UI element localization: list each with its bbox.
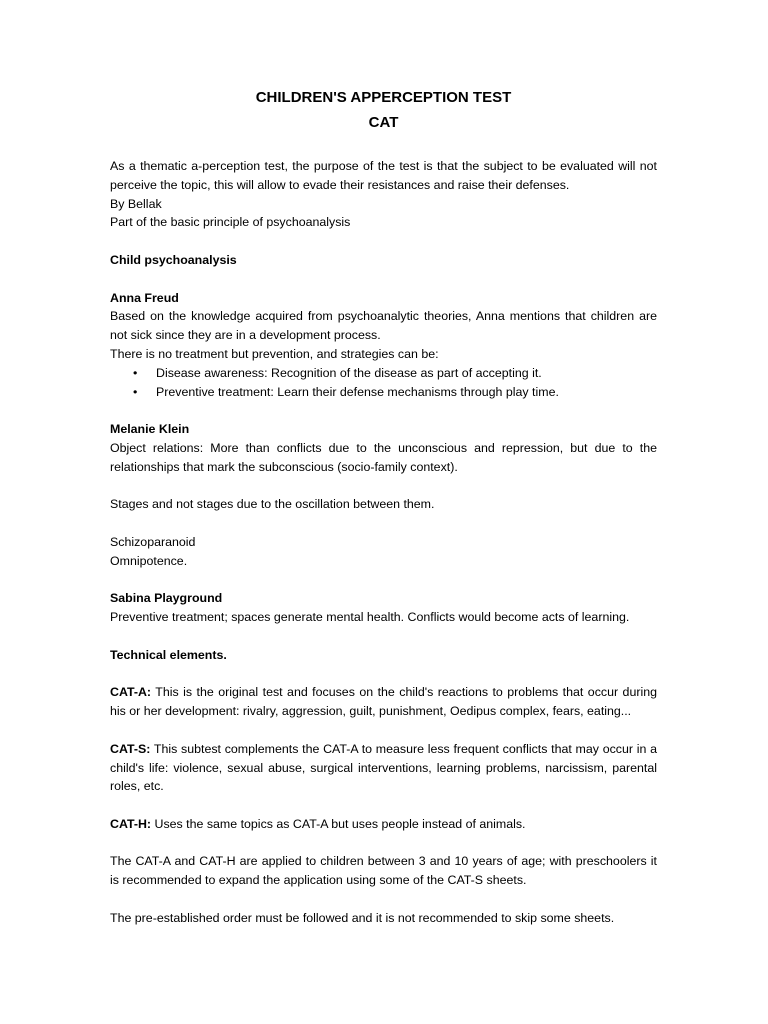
section-heading-child-psychoanalysis: Child psychoanalysis — [110, 252, 237, 267]
cat-h-label: CAT-H: — [110, 816, 152, 831]
bullet-icon: • — [133, 384, 138, 399]
list-item — [110, 364, 657, 383]
anna-paragraph: Based on the knowledge acquired from psychoanalytic theories, Anna mentions that children are not sick since they are in a development process. — [110, 309, 657, 343]
melanie-schizoparanoid: Schizoparanoid — [110, 534, 196, 549]
cat-a-label: CAT-A: — [110, 685, 152, 700]
ages-paragraph: The CAT-A and CAT-H are applied to children between 3 and 10 years of age; with preschoolers it is recommended to expand the application using some of the CAT-S sheets. — [110, 854, 657, 888]
intro-author: By Bellak — [110, 196, 162, 211]
section-heading-technical-elements: Technical elements. — [110, 647, 227, 662]
order-paragraph: The pre-established order must be followed and it is not recommended to skip some sheets. — [110, 910, 615, 925]
list-item-text: Preventive treatment: Learn their defense mechanisms through play time. — [156, 384, 559, 399]
cat-h-paragraph — [110, 815, 657, 834]
bullet-icon: • — [133, 365, 138, 380]
document-subtitle: CAT — [368, 113, 399, 131]
cat-s-paragraph — [110, 740, 657, 796]
intro-paragraph: As a thematic a-perception test, the purpose of the test is that the subject to be evaluated will not perceive the topic, this will allow to evade their resistances and raise their defenses. — [110, 159, 657, 192]
melanie-omnipotence: Omnipotence. — [110, 553, 188, 568]
document-body — [110, 86, 657, 928]
list-item — [110, 383, 657, 402]
section-heading-anna-freud: Anna Freud — [110, 290, 179, 305]
section-heading-sabina-playground: Sabina Playground — [110, 591, 223, 606]
sabina-paragraph: Preventive treatment; spaces generate mental health. Conflicts would become acts of learning. — [110, 610, 630, 625]
section-heading-melanie-klein: Melanie Klein — [110, 422, 190, 437]
document-title: CHILDREN'S APPERCEPTION TEST — [255, 89, 512, 106]
cat-a-text: This is the original test and focuses on the child's reactions to problems that occur during his or her development: rivalry, aggression, guilt, punishment, Oedipus complex, fears, eating... — [110, 685, 657, 719]
melanie-stages-line: Stages and not stages due to the oscillation between them. — [110, 497, 435, 512]
anna-strategies-line: There is no treatment but prevention, and strategies can be: — [110, 346, 439, 361]
melanie-paragraph: Object relations: More than conflicts due to the unconscious and repression, but due to the relationships that mark the subconscious (socio-family context). — [110, 440, 657, 474]
cat-s-text: This subtest complements the CAT-A to measure less frequent conflicts that may occur in a child's life: violence, sexual abuse, surgical interventions, learning problems, narcissism, parental roles, etc. — [110, 741, 657, 794]
cat-s-label: CAT-S: — [110, 741, 151, 756]
intro-principle: Part of the basic principle of psychoanalysis — [110, 215, 351, 230]
cat-h-text: Uses the same topics as CAT-A but uses people instead of animals. — [151, 816, 526, 831]
cat-a-paragraph — [110, 683, 657, 721]
anna-strategy-list — [110, 364, 657, 402]
list-item-text: Disease awareness: Recognition of the disease as part of accepting it. — [156, 365, 542, 380]
